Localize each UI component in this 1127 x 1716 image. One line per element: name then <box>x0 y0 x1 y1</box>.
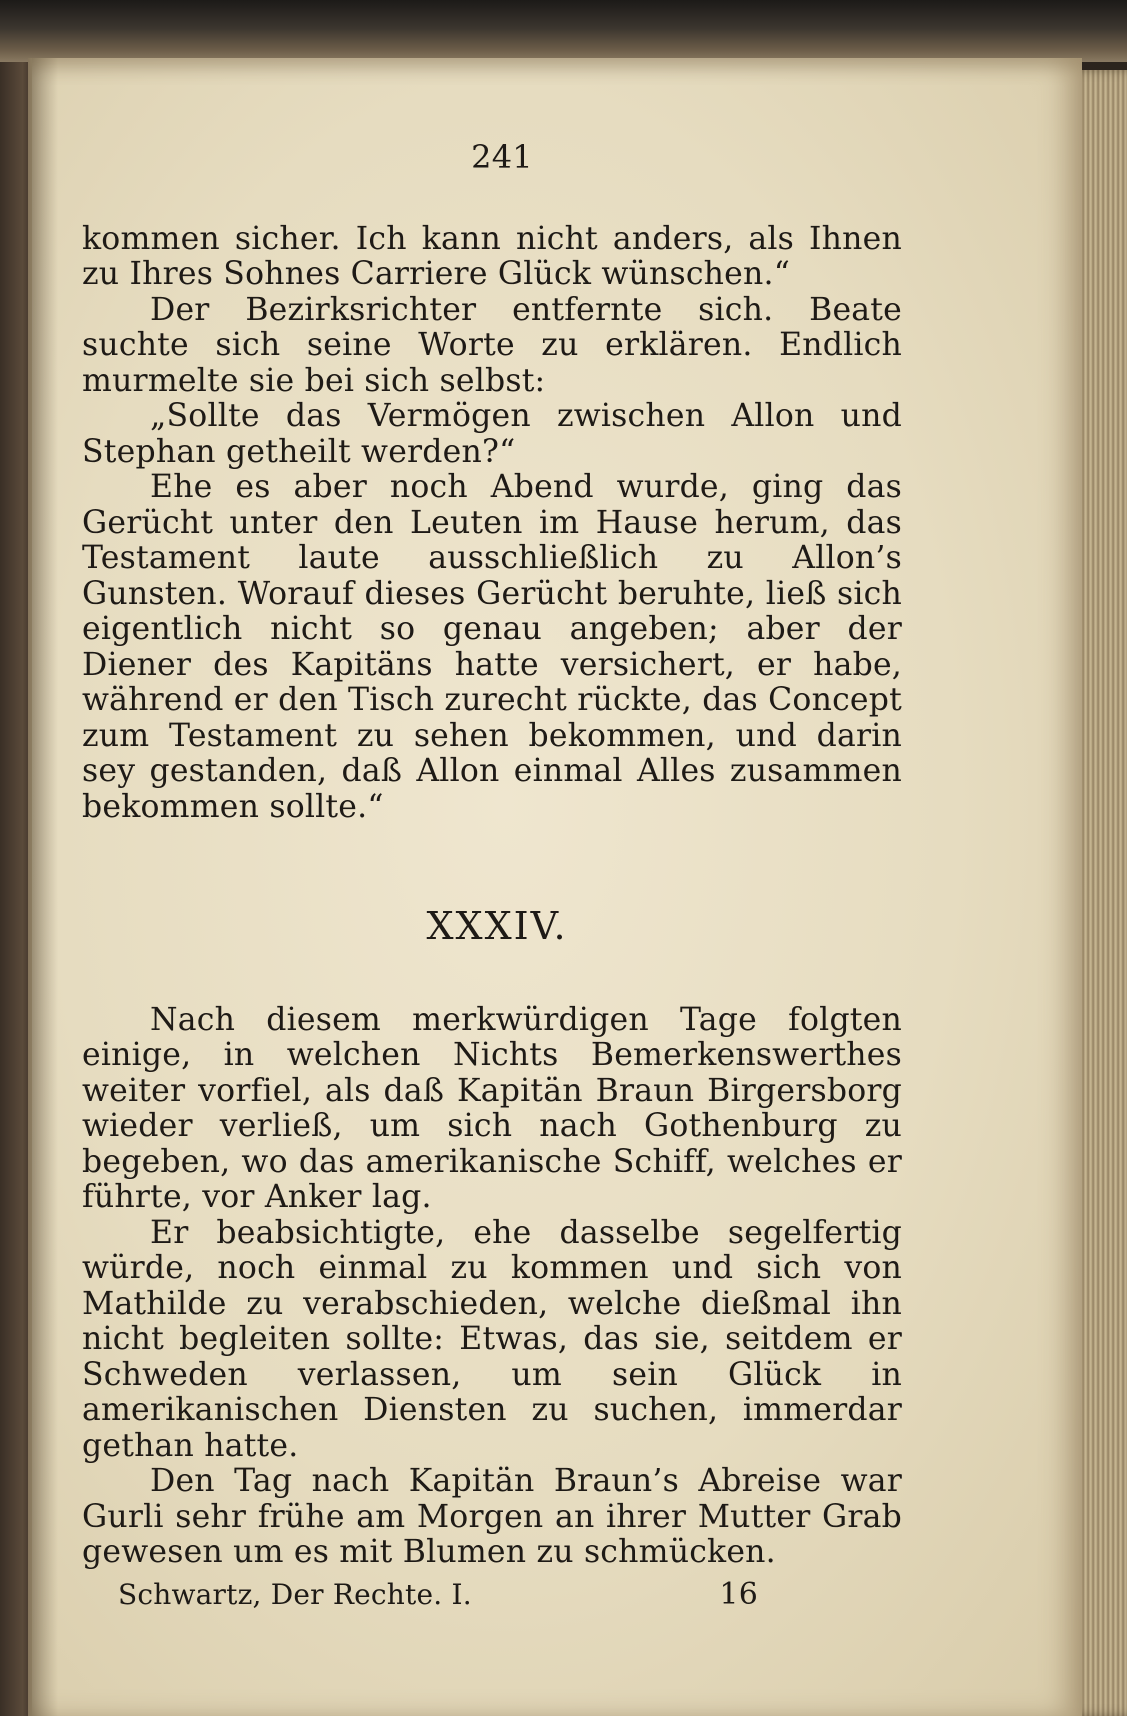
paragraph: Der Bezirksrichter entfernte sich. Beate suchte sich seine Worte zu erklären. Endlich murmelte sie bei sich selbst: <box>82 291 902 399</box>
page-footer <box>82 1577 758 1613</box>
paragraph: Den Tag nach Kapitän Braun’s Abreise war Gurli sehr frühe am Morgen an ihrer Mutter Grab gewesen um es mit Blumen zu schmücken. <box>82 1463 902 1570</box>
printer-signature: Schwartz, Der Rechte. I. <box>118 1577 472 1611</box>
chapter-heading: XXXIV. <box>426 904 568 948</box>
spine-shadow <box>28 58 58 1716</box>
paragraph: Ehe es aber noch Abend wurde, ging das Gerücht unter den Leuten im Hause herum, das Testament laute ausschließlich zu Allon’s Gunsten. Worauf dieses Gerücht beruhte, ließ sich eigentlich nicht so genau angeben; aber der Diener des Kapitäns hatte versichert, er habe, während er den Tisch zurecht rückte, das Concept zum Testament zu sehen bekommen, und darin sey gestanden, daß Allon einmal Alles zusammen bekommen sollte.“ <box>82 469 902 825</box>
page-number: 241 <box>471 138 533 176</box>
paragraph: „Sollte das Vermögen zwischen Allon und Stephan getheilt werden?“ <box>82 398 902 470</box>
paragraph: Nach diesem merkwürdigen Tage folgten einige, in welchen Nichts Bemerkenswerthes weiter vorfiel, als daß Kapitän Braun Birgersborg wieder verließ, um sich nach Gothenburg zu begeben, wo das amerikanische Schiff, welches er führte, vor Anker lag. <box>82 1001 902 1215</box>
sheet-number: 16 <box>719 1576 758 1612</box>
page-text <box>82 140 902 1612</box>
paragraph: Er beabsichtigte, ehe dasselbe segelfertig würde, noch einmal zu kommen und sich von Mathilde zu verabschieden, welche dießmal ihn nicht begleiten sollte: Etwas, das sie, seitdem er Schweden verlassen, um sein Glück in amerikanischen Diensten zu suchen, immerdar gethan hatte. <box>82 1214 902 1464</box>
book-top-edge <box>0 0 1127 62</box>
paragraph: kommen sicher. Ich kann nicht anders, als Ihnen zu Ihres Sohnes Carriere Glück wünschen.“ <box>82 220 902 292</box>
